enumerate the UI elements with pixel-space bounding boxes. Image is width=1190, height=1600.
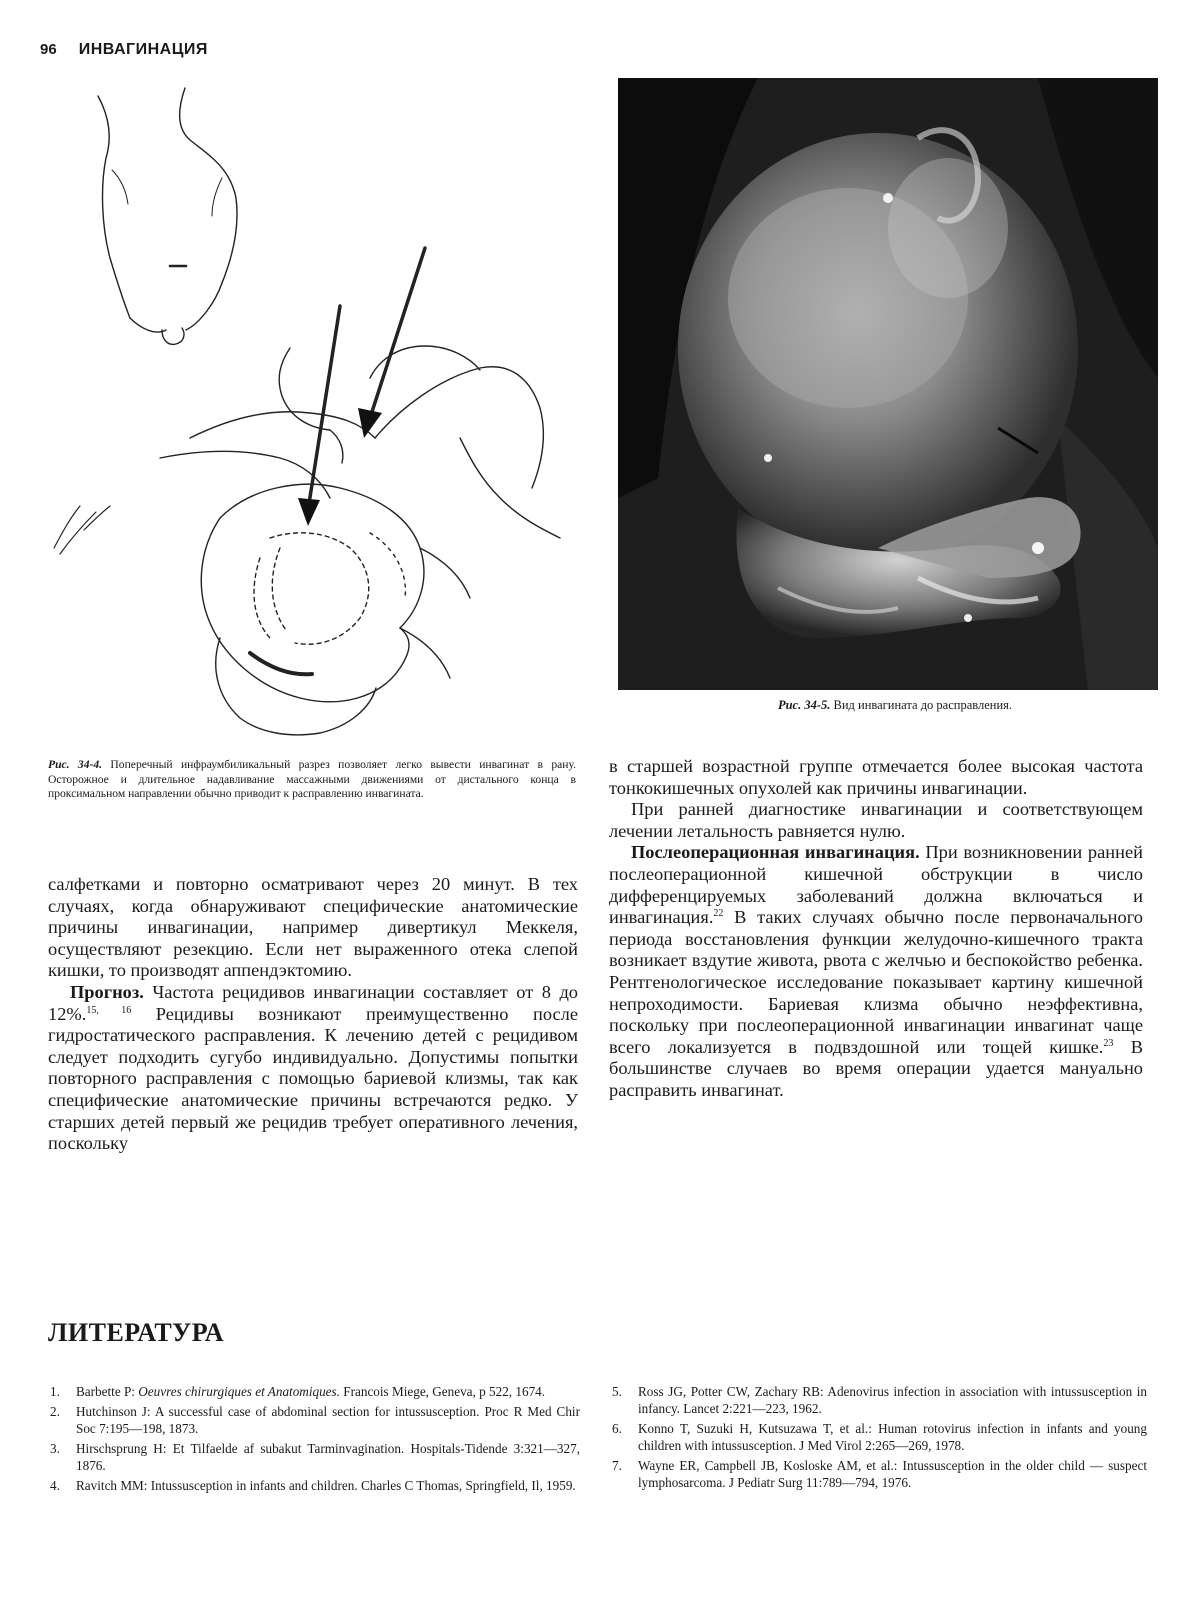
run-in-heading: Прогноз.: [70, 981, 144, 1002]
page-number: 96: [40, 41, 57, 58]
reference-number: 2.: [50, 1404, 60, 1419]
paragraph-postoperative: [609, 842, 1143, 1101]
reference-item: [50, 1403, 580, 1437]
figure-34-5-photo: [618, 78, 1158, 690]
reference-number: 4.: [50, 1478, 60, 1493]
text-run: При возникновении ранней послеоперационной кишечной обструкции в число дифференцируемых заболеваний должна включаться и инвагинация.: [609, 842, 1143, 928]
reference-text: Hirschsprung H: Et Tilfaelde af subakut Tarminvagination. Hospitals-Tidende 3:321—327, 1876.: [76, 1441, 580, 1473]
reference-text: Ravitch MM: Intussusception in infants and children. Charles C Thomas, Springfield, Il, 1959.: [76, 1478, 576, 1493]
body-column-right: [609, 756, 1143, 1102]
references-heading: ЛИТЕРАТУРА: [48, 1318, 225, 1347]
reference-text: Konno T, Suzuki H, Kutsuzawa T, et al.: Human rotovirus infection in infants and young children with intussusception. J Med Virol 2:265—269, 1978.: [638, 1421, 1147, 1453]
reference-item: [50, 1440, 580, 1474]
running-head: [40, 41, 208, 59]
reference-item: [612, 1457, 1147, 1491]
reference-number: 3.: [50, 1441, 60, 1456]
figure-label: Рис. 34-5.: [777, 698, 831, 712]
reference-text: Hutchinson J: A successful case of abdominal section for intussusception. Proc R Med Chir Soc 7:195—198, 1873.: [76, 1404, 580, 1436]
reference-item: [50, 1383, 580, 1400]
caption-text: Поперечный инфраумбиликальный разрез позволяет легко вывести инвагинат в рану. Осторожное и длительное надавливание массажными движениями от дистального конца в проксимальном направлении обычно приводит к расправлению инвагината.: [48, 758, 576, 800]
reference-number: 7.: [612, 1458, 622, 1473]
running-title: ИНВАГИНАЦИЯ: [78, 41, 208, 58]
reference-number: 6.: [612, 1421, 622, 1436]
reference-number: 5.: [612, 1384, 622, 1399]
figure-34-4-caption: [48, 758, 576, 802]
text-run: Рецидивы возникают преимущественно после гидростатического расправления. К лечению детей с рецидивом следует подходить сугубо индивидуально. Допустимы попытки повторного расправления с помощью бариевой клизмы, так как специфические анатомические причины встречаются редко. У старших детей первый же рецидив требует оперативного лечения, поскольку: [48, 1003, 578, 1154]
figure-label: Рис. 34-4.: [48, 758, 103, 771]
paragraph: в старшей возрастной группе отмечается более высокая частота тонкокишечных опухолей как причины инвагинации.: [609, 756, 1143, 798]
reference-number: 1.: [50, 1384, 60, 1399]
figure-34-5-caption: [660, 698, 1130, 713]
reference-list-left: [50, 1383, 580, 1497]
reference-item: [50, 1477, 580, 1494]
citation: 15, 16: [86, 1004, 132, 1016]
paragraph: салфетками и повторно осматривают через 20 минут. В тех случаях, когда обнаруживают специфические анатомические причины инвагинации, например дивертикул Меккеля, осуществляют резекцию. Если нет выраженного отека слепой кишки, то производят аппендэктомию.: [48, 874, 578, 981]
run-in-heading: Послеоперационная инвагинация.: [631, 842, 920, 863]
reference-text: Ross JG, Potter CW, Zachary RB: Adenovirus infection in association with intussusception in infancy. Lancet 2:221—223, 1962.: [638, 1384, 1147, 1416]
paragraph: При ранней диагностике инвагинации и соответствующем лечении летальность равняется нулю.: [609, 799, 1143, 841]
text-run: Частота рецидивов инвагинации составляет от 8 до 12%.: [48, 981, 578, 1024]
citation: 22: [713, 908, 724, 920]
reference-item: [612, 1383, 1147, 1417]
caption-text: Вид инвагината до расправления.: [833, 698, 1013, 712]
text-run: В таких случаях обычно после первоначального периода восстановления функции желудочно-кишечного тракта возникает вздутие живота, рвота с желчью и беспокойство ребенка. Рентгенологическое исследование показывает картину кишечной непроходимости. Бариевая клизма обычно неэффективна, поскольку при послеоперационной инвагинации инвагинат чаще всего локализуется в подвздошной или тощей кишке.: [609, 907, 1143, 1057]
paragraph-prognosis: [48, 982, 578, 1155]
figure-34-4-illustration: [40, 78, 600, 743]
reference-text: Francois Miege, Geneva, p 522, 1674.: [339, 1384, 546, 1399]
reference-item: [612, 1420, 1147, 1454]
reference-text: Barbette P:: [76, 1384, 139, 1399]
citation: 23: [1103, 1037, 1114, 1049]
text-run: В большинстве случаев во время операции удается мануально расправить инвагинат.: [609, 1036, 1143, 1100]
body-column-left: [48, 874, 578, 1155]
reference-text: Wayne ER, Campbell JB, Kosloske AM, et al.: Intussusception in the older child — suspect lymphosarcoma. J Pediatr Surg 11:789—794, 1976.: [638, 1458, 1147, 1490]
reference-title: Oeuvres chirurgiques et Anatomiques.: [138, 1384, 340, 1399]
reference-list-right: [612, 1383, 1147, 1494]
